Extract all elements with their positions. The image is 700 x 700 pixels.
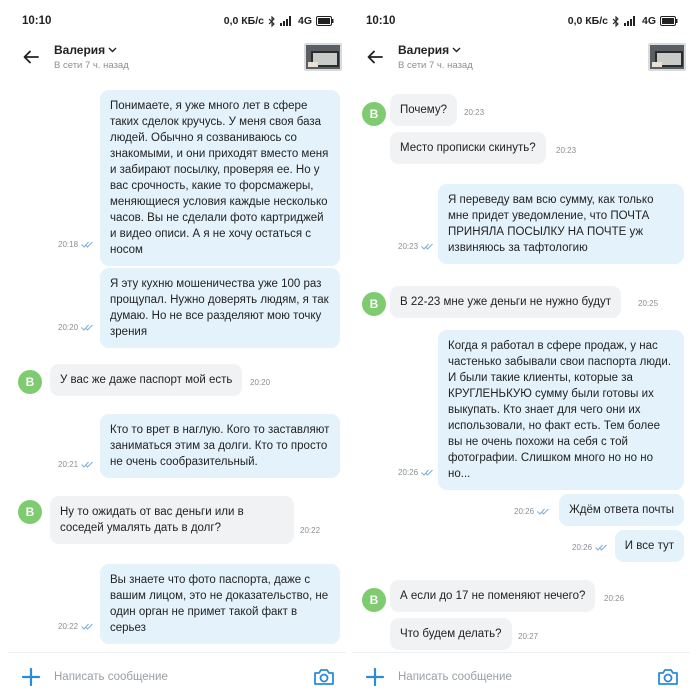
status-indicators [224,15,334,27]
message-time: 20:18 [58,240,79,249]
bluetooth-icon [612,16,620,27]
plus-icon [21,667,41,687]
message-time: 20:20 [58,323,79,332]
message-text: В 22-23 мне уже деньги не нужно будут [390,286,621,318]
message-outgoing[interactable] [100,268,340,348]
double-check-icon [81,241,93,248]
message-input[interactable] [54,662,302,692]
message-list[interactable] [352,80,690,652]
message-text: Кто то врет в наглую. Кого то заставляют заниматься этим за долги. Кто то просто не очень сообразительный. [100,414,340,478]
message-text: Я переведу вам всю сумму, как только мне придет уведомление, что ПОЧТА ПРИНЯЛА ПОСЫЛКУ НА ПОЧТЕ уж извиняюсь за тафтологию [438,184,684,264]
arrow-left-icon [23,50,39,64]
message-list[interactable] [8,80,346,652]
signal-icon [280,16,294,26]
plus-icon [365,667,385,687]
double-check-icon [595,544,607,551]
message-outgoing[interactable] [615,530,684,562]
contact-name: Валерия [54,43,106,57]
double-check-icon [421,469,433,476]
battery-icon [316,16,334,26]
status-time: 10:10 [22,15,52,27]
chevron-down-icon [452,47,461,53]
attach-button[interactable] [8,653,54,700]
message-text: И все тут [615,530,684,562]
network-speed: 0,0 КБ/с [567,15,608,27]
message-text: Ждём ответа почты [559,494,684,526]
message-time: 20:22 [58,622,79,631]
contact-avatar[interactable]: В [362,102,386,126]
contact-status: В сети 7 ч. назад [398,60,473,71]
message-meta [58,622,93,631]
message-text: Понимаете, я уже много лет в сфере таких сделок кручусь. У меня своя база людей. Обычно я созваниваюсь со знакомыми, и они приходят вместо меня и забирают посылку, проверяя ее. Но у вас срочность, какие то форсмажеры, меняющиеся условия каждые несколько часов. Вы не сделали фото картриджей и видео описи. А я не хочу остаться с носом [100,90,340,266]
message-composer [352,652,690,700]
double-check-icon [537,508,549,515]
message-meta [58,323,93,332]
contact-avatar[interactable]: В [18,500,42,524]
message-text: У вас же даже паспорт мой есть [50,364,242,396]
camera-icon [657,668,679,686]
message-time: 20:26 [398,468,419,477]
status-indicators [568,15,678,27]
message-time: 20:27 [518,632,539,641]
double-check-icon [81,623,93,630]
message-meta [58,240,93,249]
message-incoming[interactable] [50,364,242,396]
back-button[interactable] [352,34,398,80]
network-type: 4G [641,15,656,27]
chevron-down-icon [108,47,117,53]
signal-icon [624,16,638,26]
message-text: Вы знаете что фото паспорта, даже с вашим лицом, это не доказательство, не один орган не примет такой факт в серьез [100,564,340,644]
message-time: 20:21 [58,460,79,469]
chat-screen-right [352,8,690,700]
message-outgoing[interactable] [100,90,340,266]
listing-thumbnail[interactable] [304,43,342,71]
chat-header [352,34,690,80]
message-time: 20:23 [556,146,577,155]
message-composer [8,652,346,700]
message-input[interactable] [398,662,646,692]
status-bar [8,8,346,34]
message-time: 20:26 [572,543,593,552]
message-time: 20:22 [300,526,321,535]
arrow-left-icon [367,50,383,64]
message-outgoing[interactable] [438,330,684,490]
camera-button[interactable] [646,653,690,700]
message-meta [398,242,433,251]
message-text: Ну то ожидать от вас деньги или в соседей умалять дать в долг? [50,496,294,544]
message-outgoing[interactable] [100,414,340,478]
bluetooth-icon [268,16,276,27]
listing-thumbnail[interactable] [648,43,686,71]
message-text: Когда я работал в сфере продаж, у нас частенько забывали свои паспорта люди. И были такие клиенты, которые за КРУГЛЕНЬКУЮ сумму были готовы их выкупать. Кто знает для чего они их использовали, но факт есть. Тем более вы не очень похожи на себя с той фотографии. Слишком много но но но но... [438,330,684,490]
camera-icon [313,668,335,686]
message-meta [514,507,549,516]
camera-button[interactable] [302,653,346,700]
double-check-icon [421,243,433,250]
message-meta [398,468,433,477]
message-text: Что будем делать? [390,618,512,650]
message-text: Место прописки скинуть? [390,132,546,164]
contact-avatar[interactable]: В [18,370,42,394]
contact-info[interactable] [398,43,648,71]
message-time: 20:25 [638,299,659,308]
contact-status: В сети 7 ч. назад [54,60,129,71]
message-text: А если до 17 не поменяют нечего? [390,580,595,612]
network-type: 4G [297,15,312,27]
message-incoming[interactable] [390,286,621,318]
message-outgoing[interactable] [438,184,684,264]
message-time: 20:20 [250,378,271,387]
message-incoming[interactable] [390,580,595,612]
double-check-icon [81,461,93,468]
message-incoming[interactable] [390,132,546,164]
chat-header [8,34,346,80]
double-check-icon [81,324,93,331]
message-meta [572,543,607,552]
attach-button[interactable] [352,653,398,700]
status-time: 10:10 [366,15,396,27]
message-incoming[interactable] [390,618,512,650]
message-time: 20:23 [398,242,419,251]
contact-avatar[interactable]: В [362,292,386,316]
message-outgoing[interactable] [100,564,340,644]
message-incoming[interactable] [50,496,294,544]
message-outgoing[interactable] [559,494,684,526]
contact-avatar[interactable]: В [362,588,386,612]
status-bar [352,8,690,34]
message-time: 20:26 [604,594,625,603]
contact-info[interactable] [54,43,304,71]
battery-icon [660,16,678,26]
back-button[interactable] [8,34,54,80]
chat-screen-left [8,8,346,700]
message-meta [58,460,93,469]
contact-name: Валерия [398,43,450,57]
network-speed: 0,0 КБ/с [223,15,264,27]
message-text: Почему? [390,94,457,126]
message-time: 20:23 [464,108,485,117]
message-time: 20:26 [514,507,535,516]
message-text: Я эту кухню мошеничества уже 100 раз прощупал. Нужно доверять людям, я так думаю. Но не все разделяют мою точку зрения [100,268,340,348]
message-incoming[interactable] [390,94,457,126]
